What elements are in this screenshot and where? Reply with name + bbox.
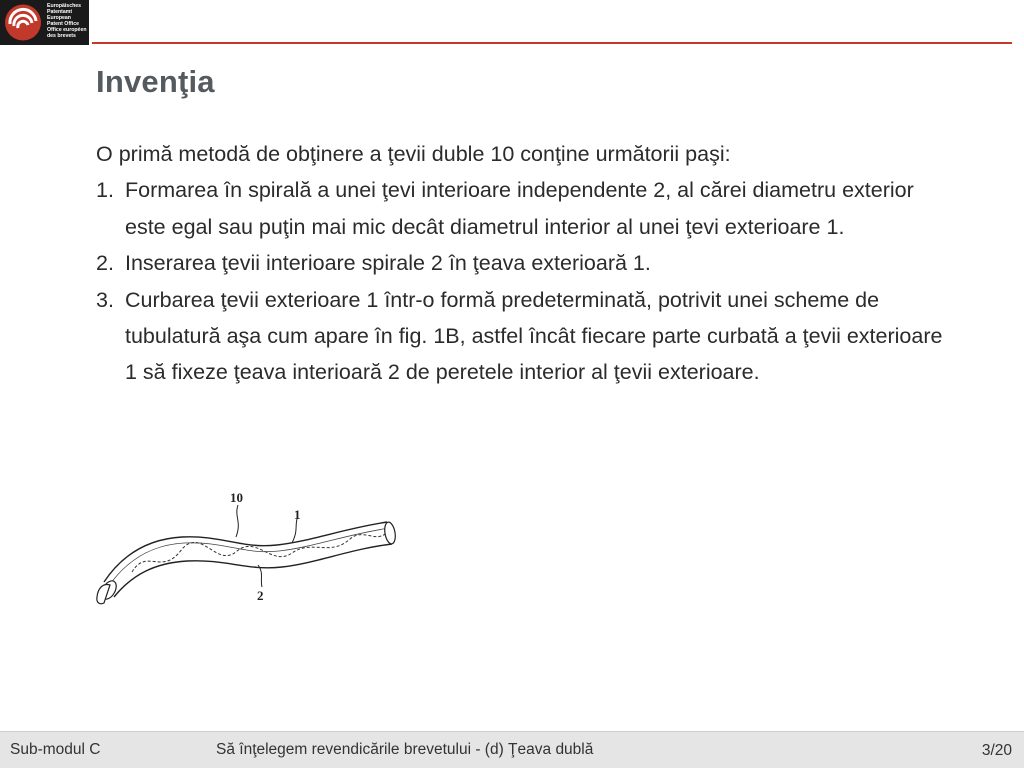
footer-section-title: Să înţelegem revendicările brevetului - (d) Ţeava dublă bbox=[216, 741, 594, 758]
step-number: 3. bbox=[96, 287, 114, 312]
logo-line: Europäisches bbox=[47, 3, 82, 9]
slide-title: Invenţia bbox=[96, 64, 215, 99]
figure-label-double-pipe: 10 bbox=[230, 490, 243, 505]
step-number: 2. bbox=[96, 251, 114, 276]
logo-line: Patent Office bbox=[47, 21, 79, 27]
outer-pipe-bottom-edge bbox=[114, 544, 392, 597]
footer-module: Sub-modul C bbox=[10, 741, 101, 758]
step-text: Curbarea ţevii exterioare 1 într-o formă predeterminată, potrivit unei scheme de tubulatură aşa cum apare în fig. 1B, astfel încât fiecare parte curbată a ţevii exterioare 1 să fixeze ţeava interioară 2 de peretele interior al ţevii exterioare. bbox=[125, 287, 943, 385]
double-pipe-figure bbox=[92, 487, 417, 609]
slide-footer bbox=[0, 731, 1024, 768]
steps-list bbox=[96, 172, 956, 390]
figure-label-inner-pipe: 2 bbox=[257, 588, 264, 603]
step-text: Inserarea ţevii interioare spirale 2 în ţeava exterioară 1. bbox=[125, 251, 651, 276]
epo-logo-icon bbox=[2, 2, 44, 43]
header-divider bbox=[92, 42, 1012, 44]
step-number: 1. bbox=[96, 178, 114, 203]
logo-line: Office européen bbox=[47, 27, 87, 33]
outer-pipe-top-edge bbox=[104, 522, 387, 582]
intro-text: O primă metodă de obţinere a ţevii duble 10 conţine următorii paşi: bbox=[96, 142, 731, 166]
logo-line: Patentamt bbox=[47, 9, 73, 15]
epo-logo bbox=[0, 0, 89, 45]
double-pipe-drawing bbox=[92, 487, 417, 609]
footer-page-number: 3/20 bbox=[981, 742, 1012, 759]
outer-pipe-inner-line bbox=[108, 528, 389, 587]
epo-logo-text bbox=[47, 3, 89, 39]
figure-label-outer-pipe: 1 bbox=[294, 507, 301, 522]
leader-line-1 bbox=[292, 519, 297, 543]
list-item bbox=[96, 282, 956, 391]
step-text: Formarea în spirală a unei ţevi interioare independente 2, al cărei diametru exterior este egal sau puţin mai mic decât diametrul interior al unei ţevi exterioare 1. bbox=[125, 178, 914, 239]
leader-line-10 bbox=[236, 505, 238, 537]
list-item bbox=[96, 245, 956, 281]
outer-pipe-right-end bbox=[383, 521, 397, 544]
list-item bbox=[96, 172, 956, 245]
slide-body bbox=[96, 136, 956, 391]
logo-line: European bbox=[47, 15, 71, 21]
logo-line: des brevets bbox=[47, 33, 76, 39]
